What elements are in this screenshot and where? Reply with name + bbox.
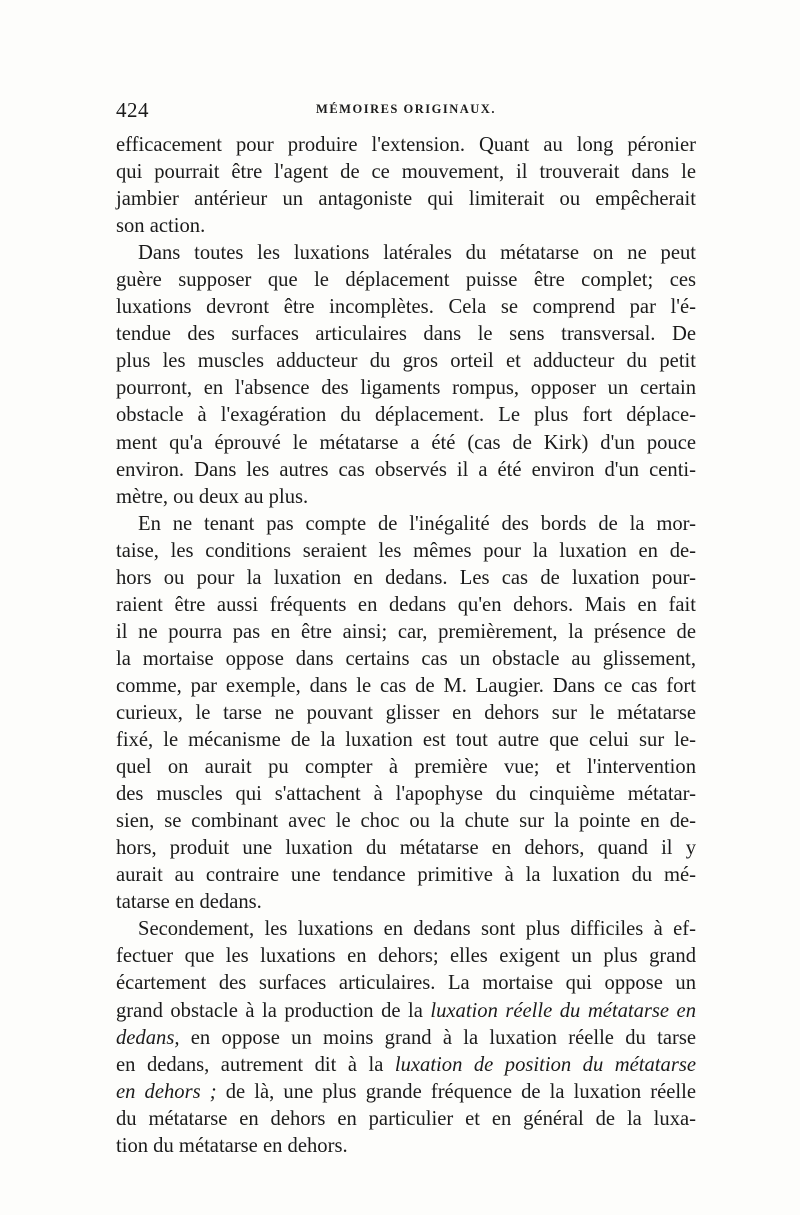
italic-term: luxation réelle du métatarse en [430, 999, 696, 1022]
text-line: hors ou pour la luxation en dedans. Les cas de luxation pour- [116, 566, 696, 589]
body-text [116, 132, 696, 1160]
text-line: tendue des surfaces articulaires dans le sens transversal. De [116, 323, 696, 346]
text-line: environ. Dans les autres cas observés il a été environ d'un centi- [116, 458, 696, 481]
text-line: Secondement, les luxations en dedans sont plus difficiles à ef- [138, 918, 696, 941]
text-line: fixé, le mécanisme de la luxation est tout autre que celui sur le- [116, 729, 696, 752]
page-number: 424 [116, 98, 149, 122]
text-line: quel on aurait pu compter à première vue; et l'intervention [116, 756, 696, 779]
italic-term: en dehors ; [116, 1080, 217, 1103]
text-line: obstacle à l'exagération du déplacement. Le plus fort déplace- [116, 404, 696, 427]
paragraph [116, 240, 696, 510]
text-line: du métatarse en dehors en particulier et en général de la luxa- [116, 1107, 696, 1130]
running-title: MÉMOIRES ORIGINAUX. [316, 102, 496, 116]
paragraph [116, 916, 696, 1159]
text-line: En ne tenant pas compte de l'inégalité des bords de la mor- [138, 512, 696, 535]
text-run: en oppose un moins grand à la luxation réelle du tarse [179, 1026, 696, 1049]
text-line: pourront, en l'absence des ligaments rompus, opposer un certain [116, 377, 696, 400]
text-run: grand obstacle à la production de la [116, 999, 431, 1022]
text-line: Dans toutes les luxations latérales du métatarse on ne peut [138, 242, 696, 265]
text-run: en dedans, autrement dit à la [116, 1053, 395, 1076]
text-line: sien, se combinant avec le choc ou la chute sur la pointe en de- [116, 810, 696, 833]
text-line: efficacement pour produire l'extension. Quant au long péronier [116, 134, 696, 156]
text-line: luxations devront être incomplètes. Cela se comprend par l'é- [116, 296, 696, 319]
text-line: taise, les conditions seraient les mêmes pour la luxation en de- [116, 539, 696, 562]
text-line: hors, produit une luxation du métatarse en dehors, quand il y [116, 837, 696, 860]
text-line: il ne pourra pas en être ainsi; car, premièrement, la présence de [116, 620, 696, 643]
paragraph [116, 511, 696, 917]
text-line: raient être aussi fréquents en dedans qu'en dehors. Mais en fait [116, 593, 696, 616]
text-line: plus les muscles adducteur du gros orteil et adducteur du petit [116, 350, 696, 373]
text-line: tatarse en dedans. [116, 891, 262, 914]
page-header [116, 98, 696, 122]
text-line: comme, par exemple, dans le cas de M. Laugier. Dans ce cas fort [116, 674, 696, 697]
text-line [116, 998, 696, 1025]
italic-term: luxation de position du métatarse [394, 1053, 696, 1076]
text-line: des muscles qui s'attachent à l'apophyse du cinquième métatar- [116, 783, 696, 806]
text-line: ment qu'a éprouvé le métatarse a été (cas de Kirk) d'un pouce [116, 431, 696, 454]
text-line: qui pourrait être l'agent de ce mouvement, il trouverait dans le [116, 161, 696, 184]
text-line: guère supposer que le déplacement puisse être complet; ces [116, 269, 696, 292]
text-line: fectuer que les luxations en dehors; elles exigent un plus grand [116, 945, 696, 968]
text-line: son action. [116, 215, 206, 238]
text-line [116, 1025, 696, 1052]
text-line: tion du métatarse en dehors. [116, 1134, 348, 1157]
text-line: aurait au contraire une tendance primitive à la luxation du mé- [116, 864, 696, 887]
text-line: mètre, ou deux au plus. [116, 485, 309, 508]
text-line [116, 1052, 696, 1079]
text-run: de là, une plus grande fréquence de la luxation réelle [216, 1080, 696, 1103]
text-line [116, 1079, 696, 1106]
text-line: la mortaise oppose dans certains cas un obstacle au glissement, [116, 647, 696, 670]
text-line: curieux, le tarse ne pouvant glisser en dehors sur le métatarse [116, 701, 696, 724]
text-line: jambier antérieur un antagoniste qui limiterait ou empêcherait [116, 188, 696, 211]
italic-term: dedans, [116, 1026, 180, 1049]
paragraph [116, 132, 696, 240]
text-line: écartement des surfaces articulaires. La mortaise qui oppose un [116, 972, 696, 995]
